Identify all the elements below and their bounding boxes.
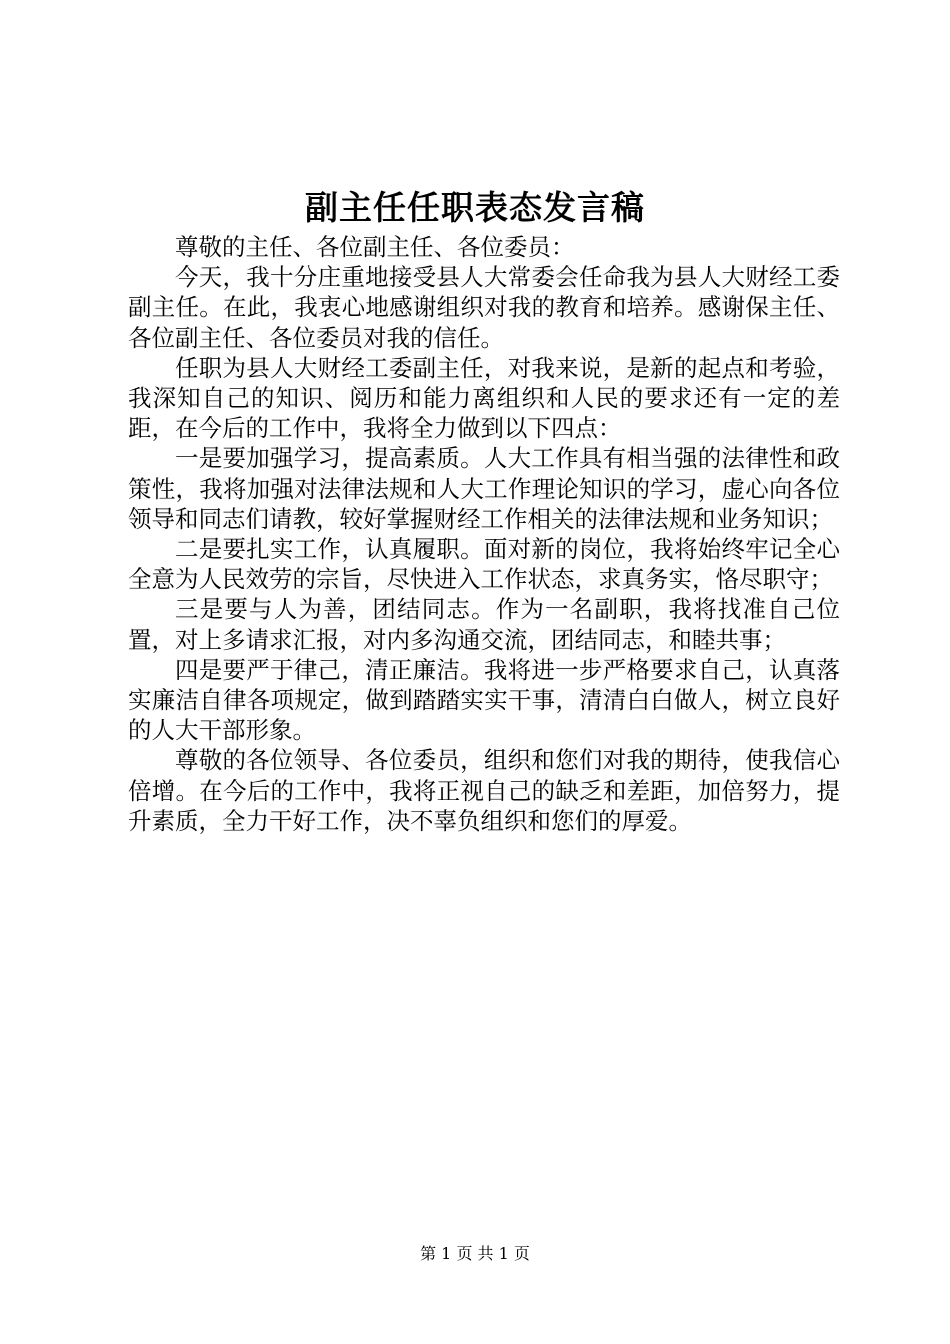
body-paragraph: 四是要严于律己，清正廉洁。我将进一步严格要求自己，认真落实廉洁自律各项规定，做到踏踏实实干事，清清白白做人，树立良好的人大干部形象。 [128,655,840,745]
document-body [128,232,840,836]
salutation-paragraph: 尊敬的主任、各位副主任、各位委员： [175,233,575,261]
page-number-footer: 第 1 页 共 1 页 [420,1244,530,1263]
closing-paragraph: 尊敬的各位领导、各位委员，组织和您们对我的期待，使我信心倍增。在今后的工作中，我将正视自己的缺乏和差距，加倍努力，提升素质，全力干好工作，决不辜负组织和您们的厚爱。 [128,746,840,835]
body-paragraph: 任职为县人大财经工委副主任，对我来说，是新的起点和考验，我深知自己的知识、阅历和能力离组织和人民的要求还有一定的差距，在今后的工作中，我将全力做到以下四点： [128,353,840,443]
body-paragraph: 一是要加强学习，提高素质。人大工作具有相当强的法律性和政策性，我将加强对法律法规和人大工作理论知识的学习，虚心向各位领导和同志们请教，较好掌握财经工作相关的法律法规和业务知识； [128,444,840,533]
body-paragraph: 三是要与人为善，团结同志。作为一名副职，我将找准自己位置，对上多请求汇报，对内多沟通交流，团结同志，和睦共事； [128,595,840,654]
body-paragraph: 今天，我十分庄重地接受县人大常委会任命我为县人大财经工委副主任。在此，我衷心地感谢组织对我的教育和培养。感谢保主任、各位副主任、各位委员对我的信任。 [128,263,840,352]
body-paragraph: 二是要扎实工作，认真履职。面对新的岗位，我将始终牢记全心全意为人民效劳的宗旨，尽快进入工作状态，求真务实，恪尽职守； [128,535,840,594]
document-title: 副主任任职表态发言稿 [305,188,645,227]
